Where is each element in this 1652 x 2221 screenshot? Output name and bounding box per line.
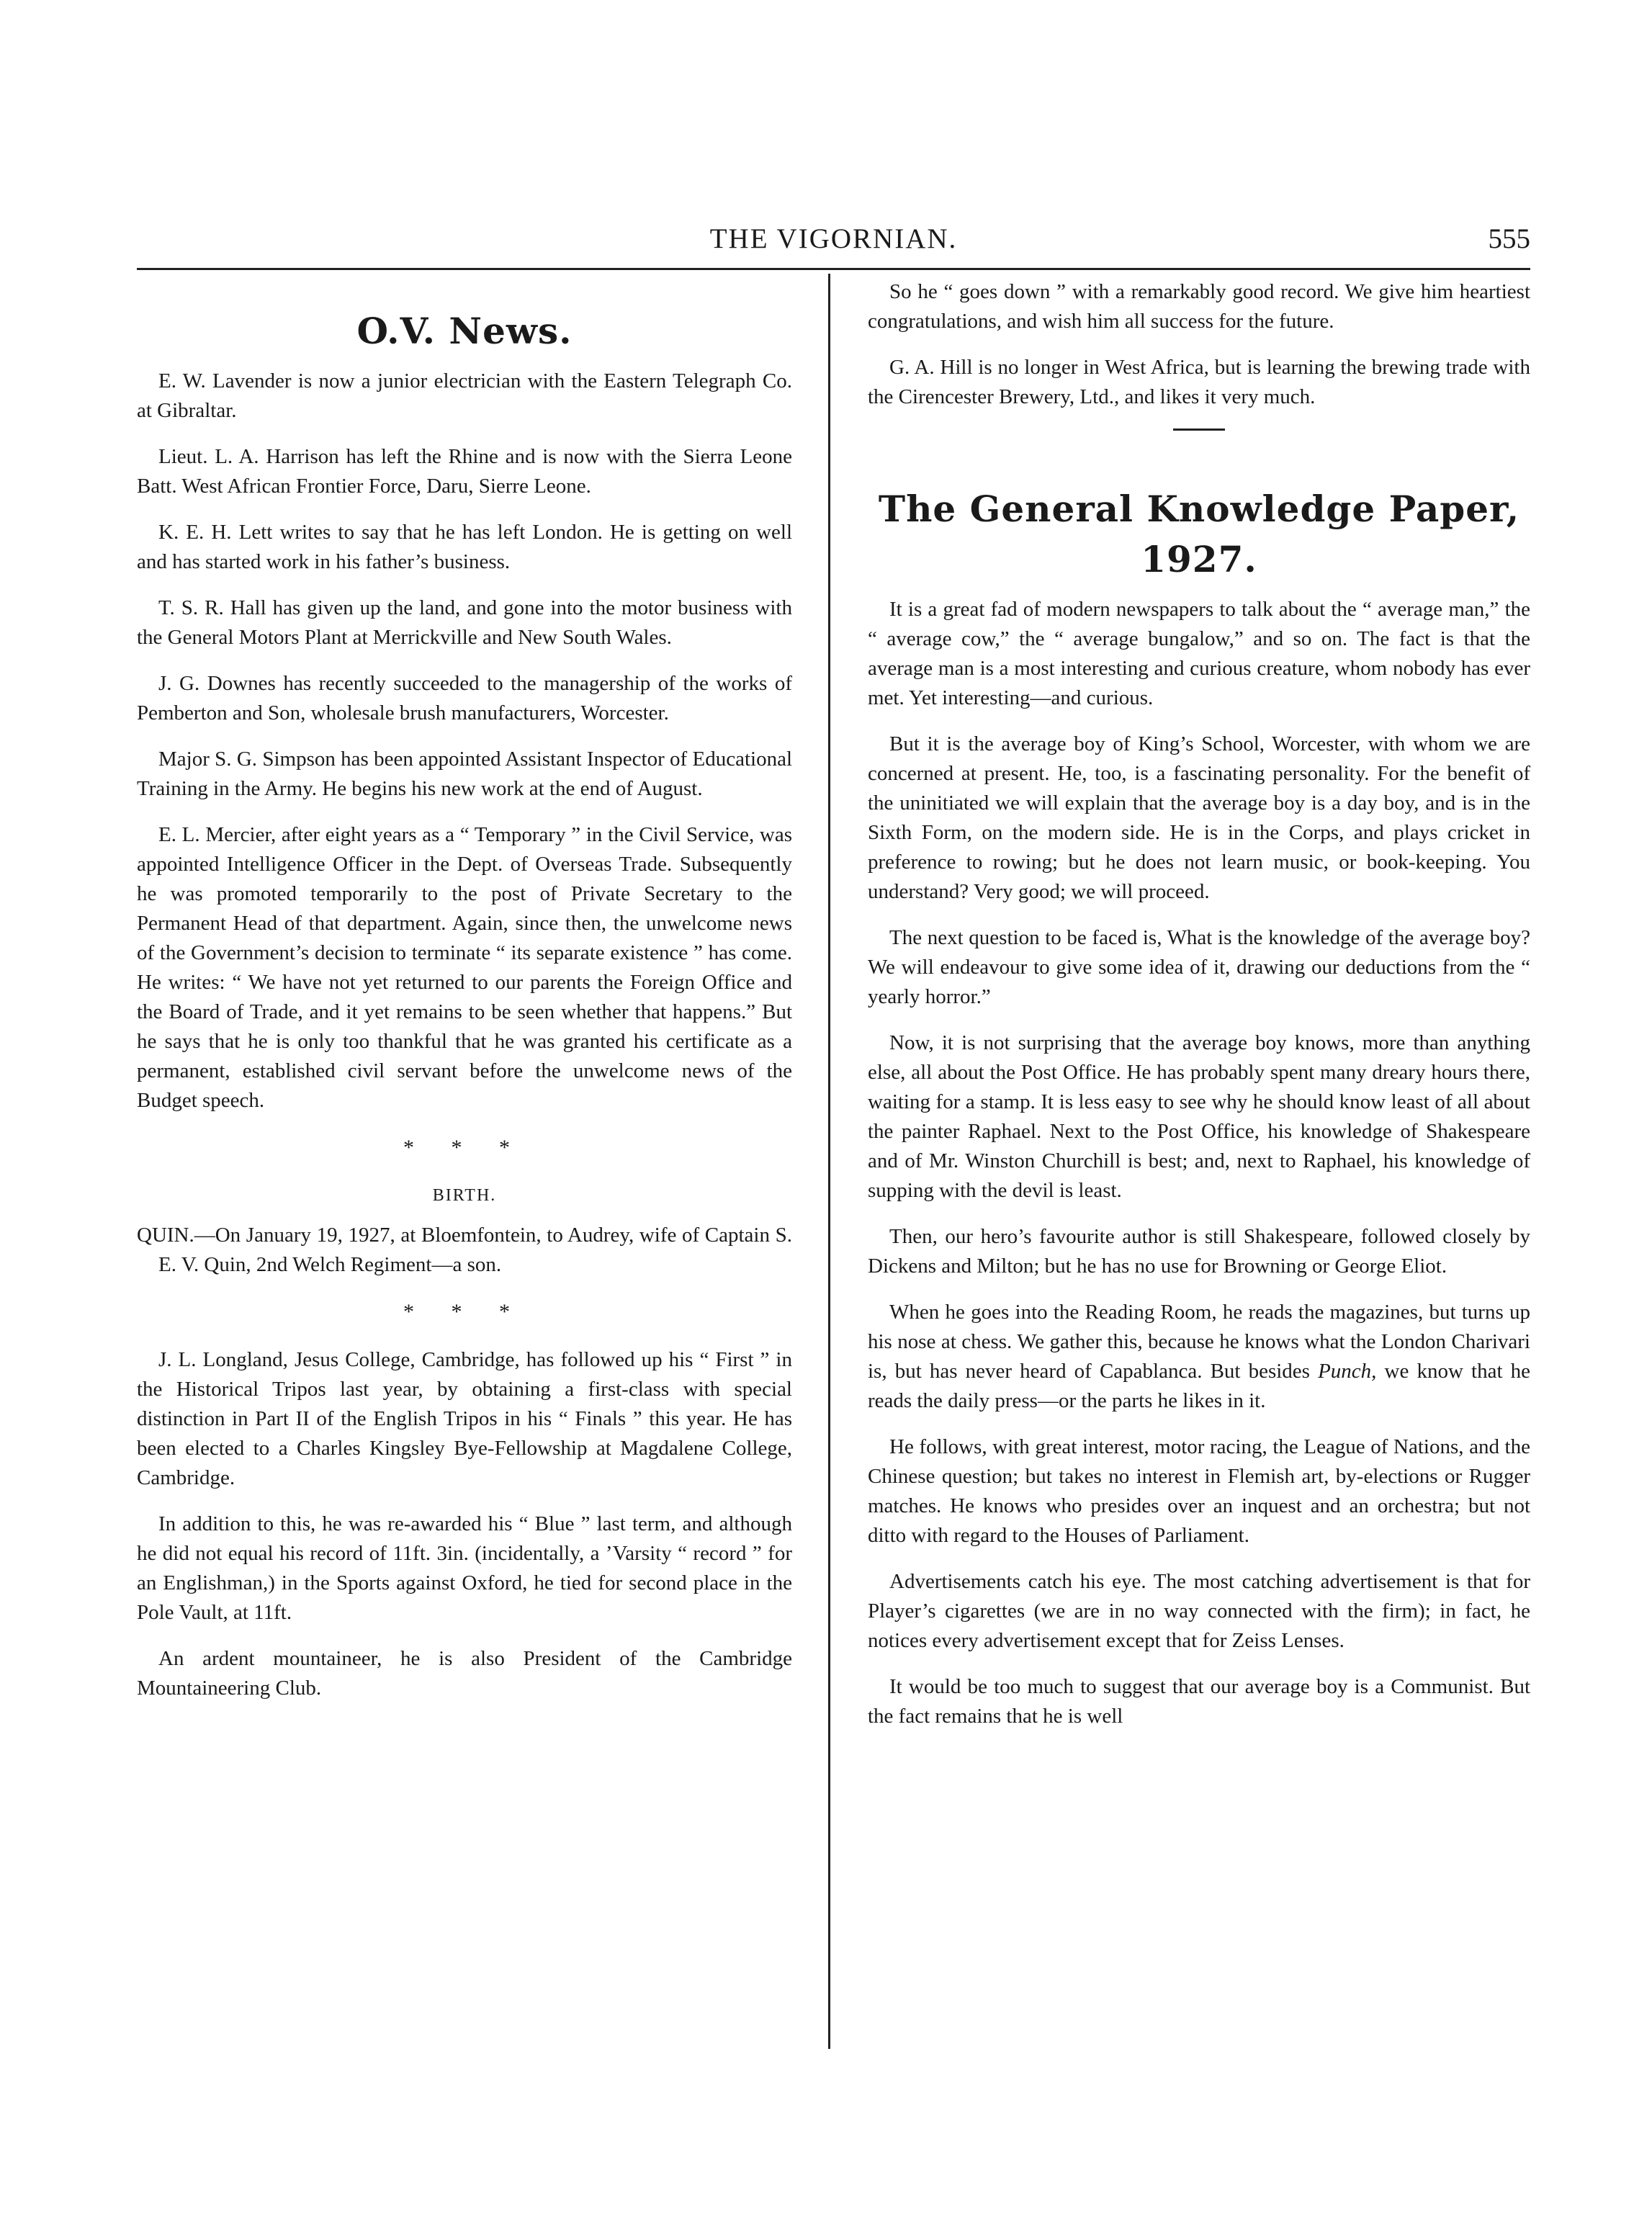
news-item: In addition to this, he was re-awarded his “ Blue ” last term, and although he did not equal his record of 11ft. 3in. (incidentally, a ’Varsity “ record ” for an Englishman,) in the Sports against Oxford, he tied for second place in the Pole Vault, at 11ft. [137, 1512, 792, 1624]
journal-title: THE VIGORNIAN. [709, 223, 958, 254]
running-head [137, 216, 1530, 262]
article-paragraph: But it is the average boy of King’s School, Worcester, with whom we are concerned at present. He, too, is a fascinating personality. For the benefit of the uninitiated we will explain that the average boy is a day boy, and is in the Sixth Form, on the modern side. He is in the Corps, and plays cricket in preference to rowing; but he does not learn music, or book-keeping. You understand? Very good; we will proceed. [868, 732, 1530, 903]
news-item: J. L. Longland, Jesus College, Cambridge, has followed up his “ First ” in the Historical Tripos last year, by obtaining a first-class with special distinction in Part II of the English Tripos in his “ Finals ” this year. He has been elected to a Charles Kingsley Bye-Fellowship at Magdalene College, Cambridge. [137, 1348, 792, 1489]
news-item: J. G. Downes has recently succeeded to the managership of the works of Pemberton and Son, wholesale brush manufacturers, Worcester. [137, 672, 792, 724]
section-rule [1173, 429, 1225, 431]
news-item: E. L. Mercier, after eight years as a “ Temporary ” in the Civil Service, was appointed Intelligence Officer in the Dept. of Overseas Trade. Subsequently he was promoted temporarily to the post of Private Secretary to the Permanent Head of that department. Again, since then, the unwelcome news of the Government’s decision to terminate “ its separate existence ” has come. He writes: “ We have not yet returned to our parents the Foreign Office and the Board of Trade, and it yet remains to be seen whether that happens.” But he says that he is only too thankful that he was granted his certificate as a permanent, established civil servant before the unwelcome news of the Budget speech. [137, 823, 792, 1112]
news-item: An ardent mountaineer, he is also President of the Cambridge Mountaineering Club. [137, 1647, 792, 1700]
page-number: 555 [1488, 223, 1530, 254]
article-paragraph: Now, it is not surprising that the average boy knows, more than anything else, all about the Post Office. He has probably spent many dreary hours there, waiting for a stamp. It is less easy to see why he should know least of all about the painter Raphael. Next to the Post Office, his knowledge of Shakespeare and of Mr. Winston Churchill is best; and, next to Raphael, his knowledge of supping with the devil is least. [868, 1031, 1530, 1202]
news-item: G. A. Hill is no longer in West Africa, but is learning the brewing trade with the Cirencester Brewery, Ltd., and likes it very much. [868, 356, 1530, 408]
article-paragraph: Advertisements catch his eye. The most catching advertisement is that for Player’s cigarettes (we are in no way connected with the firm); in fact, he notices every advertisement except that for Zeiss Lenses. [868, 1570, 1530, 1652]
right-column [868, 277, 1530, 1748]
left-column [137, 277, 792, 1720]
news-item: K. E. H. Lett writes to say that he has left London. He is getting on well and has started work in his father’s business. [137, 521, 792, 573]
text-span: we know that he reads the daily press—or the parts he likes in it. [868, 1360, 1530, 1412]
header-rule [137, 268, 1530, 270]
news-item: Lieut. L. A. Harrison has left the Rhine and is now with the Sierra Leone Batt. West African Frontier Force, Daru, Sierre Leone. [137, 445, 792, 498]
article-paragraph: The next question to be faced is, What is the knowledge of the average boy? We will endeavour to give some idea of it, drawing our deductions from the “ yearly horror.” [868, 926, 1530, 1008]
section-separator: * * * [403, 1300, 526, 1324]
birth-notice: QUIN.—On January 19, 1927, at Bloemfontein, to Audrey, wife of Captain S. E. V. Quin, 2nd Welch Regiment—a son. [137, 1224, 792, 1276]
punch-title: Punch, [1318, 1360, 1377, 1383]
gk-paper-heading: The General Knowledge Paper, 1927. [878, 488, 1520, 580]
article-paragraph: He follows, with great interest, motor racing, the League of Nations, and the Chinese question; but takes no interest in Flemish art, by-elections or Rugger matches. He knows who presides over an inquest and an orchestra; but not ditto with regard to the Houses of Parliament. [868, 1435, 1530, 1547]
article-paragraph: It would be too much to suggest that our average boy is a Communist. But the fact remains that he is well [868, 1675, 1530, 1728]
birth-heading: BIRTH. [432, 1186, 497, 1205]
article-paragraph [868, 1298, 1530, 1416]
section-separator: * * * [403, 1136, 526, 1159]
news-item: E. W. Lavender is now a junior electrician with the Eastern Telegraph Co. at Gibraltar. [137, 369, 792, 422]
news-item: Major S. G. Simpson has been appointed Assistant Inspector of Educational Training in the Army. He begins his new work at the end of August. [137, 748, 792, 800]
ov-news-heading: O.V. News. [356, 310, 573, 352]
news-item: T. S. R. Hall has given up the land, and gone into the motor business with the General Motors Plant at Merrickville and New South Wales. [137, 596, 792, 649]
column-divider [828, 274, 830, 2049]
news-item: So he “ goes down ” with a remarkably good record. We give him heartiest congratulations, and wish him all success for the future. [868, 280, 1530, 333]
text-span: When he goes into the Reading Room, he reads the magazines, but turns up his nose at chess. We gather this, because he knows what the London Charivari is, but has never heard of Capablanca. But besides [868, 1301, 1530, 1383]
article-paragraph: Then, our hero’s favourite author is still Shakespeare, followed closely by Dickens and Milton; but he has no use for Browning or George Eliot. [868, 1225, 1530, 1278]
article-paragraph: It is a great fad of modern newspapers to talk about the “ average man,” the “ average cow,” the “ average bungalow,” and so on. The fact is that the average man is a most interesting and curious creature, whom nobody has ever met. Yet interesting—and curious. [868, 598, 1530, 709]
